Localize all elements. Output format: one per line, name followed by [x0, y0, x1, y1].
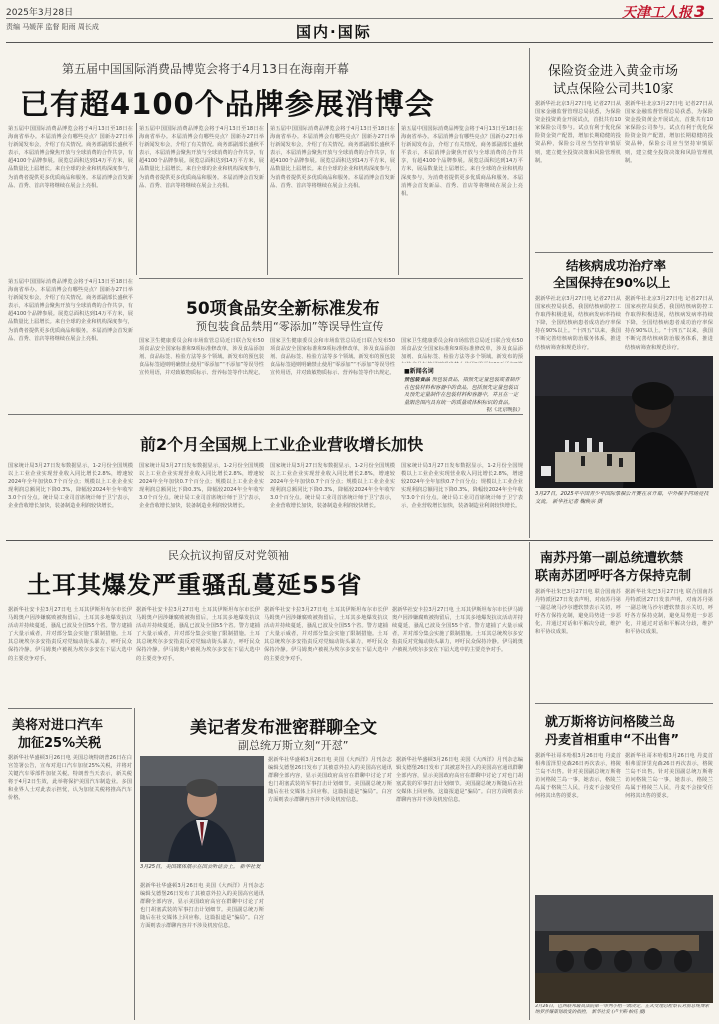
denmark-headline-1: 就万斯将访问格陵兰岛: [545, 715, 676, 730]
page-number: 3: [694, 2, 706, 21]
brazil-caption-text: 3月26日，巴西联邦最高法院第一审判小组一致决定，正式受理总检察长对前总统博索纳罗涉嫌策划政变的指控。: [535, 1004, 710, 1015]
expo-body-col3: 第五届中国国际消费品博览会将于4月13日至18日在海南省举办。本届消博会有哪些亮点？国新办27日举行新闻发布会，介绍了有关情况。商务部副部长盛秋平表示，本届消博会聚焦开放与全球消费的合作共享，有超4100个品牌参展。展览总面积达到14万平方米，展品数量比上届增长。来自全球的企业和机构深度参与，为消费者提供更多优质商品和服务。本届消博会首发新品、首秀、首店等将继续在展会上亮相。: [270, 126, 395, 189]
industry-body-col3: 国家统计局3月27日发布数据显示，1-2月份全国规模以上工业企业实现营业收入同比增长2.8%，增速较2024年全年加快0.7个百分点；规模以上工业企业实现利润总额同比下降0.3%，降幅较2024年全年收窄3.0个百分点。统计局工业司首席统计师于卫宁表示，企业营收增长加快，装备制造业利润较快增长。: [270, 463, 395, 510]
expo-kicker: 第五届中国国际消费品博览会将于4月13日在海南开幕: [62, 62, 349, 76]
ssd-headline-2: 联南苏团呼吁各方保持克制: [535, 569, 692, 584]
turkey-body-col4: 据新华社安卡拉3月27日电 土耳其伊斯坦布尔市长伊马姆奥卢因涉嫌腐败被拘留后，土耳其多地爆发抗议活动并持续蔓延，骚乱已波及全国55个省。警方逮捕了大量示威者，并对部分集会实施了限制措施。土耳其总统埃尔多安指责反对党煽动街头暴力，呼吁民众保持冷静。伊马姆奥卢被视为埃尔多安在下届大选中的主要竞争对手。: [392, 607, 523, 654]
ssd-body-col2: 据新华社朱巴3月27日电 联合国南苏丹特派团27日发表声明，对南苏丹第一副总统马沙尔遭软禁表示关切，呼吁各方保持克制，避免局势进一步恶化，并通过对话和平解决分歧，维护和平协议成果。: [625, 589, 713, 636]
news-term-tag: ■新闻名词: [404, 368, 434, 375]
gold-body-col1: 据新华社北京3月27日电 记者27日从国家金融监督管理总局获悉，为保险资金投资黄金开展试点，首批共有10家保险公司参与。试点有利于优化保险资金资产配置，增加长期稳健的投资品种，保险公司应当坚持审慎原则，建立健全投资决策和风险管理机制。: [535, 101, 621, 164]
food-headline: 50项食品安全新标准发布: [186, 299, 380, 319]
turkey-headline: 土耳其爆发严重骚乱蔓延55省: [27, 571, 363, 599]
chess-caption: [535, 491, 713, 517]
brazil-credit: 新华社发 (卢卡斯·帕托 摄): [591, 1010, 646, 1015]
brazil-photo-image: [535, 895, 713, 1003]
expo-headline: 已有超4100个品牌参展消博会: [20, 87, 435, 121]
industry-body-col4: 国家统计局3月27日发布数据显示，1-2月份全国规模以上工业企业实现营业收入同比增长2.8%，增速较2024年全年加快0.7个百分点；规模以上工业企业实现利润总额同比下降0.3%，降幅较2024年全年收窄3.0个百分点。统计局工业司首席统计师于卫宁表示，企业营收增长加快，装备制造业利润较快增长。: [401, 463, 523, 510]
brazil-caption: [535, 1004, 713, 1022]
auto-headline-1: 美将对进口汽车: [12, 718, 104, 733]
turkey-body-col3: 据新华社安卡拉3月27日电 土耳其伊斯坦布尔市长伊马姆奥卢因涉嫌腐败被拘留后，土耳其多地爆发抗议活动并持续蔓延，骚乱已波及全国55个省。警方逮捕了大量示威者，并对部分集会实施了限制措施。土耳其总统埃尔多安指责反对党煽动街头暴力，呼吁民众保持冷静。伊马姆奥卢被视为埃尔多安在下届大选中的主要竞争对手。: [264, 607, 388, 662]
tb-body-col2: 据新华社北京3月27日电 记者27日从国家疾控局获悉，我国结核病防控工作取得积极进展，结核病发病率持续下降，全国结核病患者成功治疗率保持在90%以上。“十四五”以来，我国不断完善结核病防治服务体系，推进结核病筛查和规范诊疗。: [625, 296, 713, 351]
expo-body-col1: 第五届中国国际消费品博览会将于4月13日至18日在海南省举办。本届消博会有哪些亮点？国新办27日举行新闻发布会，介绍了有关情况。商务部副部长盛秋平表示，本届消博会聚焦开放与全球消费的合作共享，有超4100个品牌参展。展览总面积达到14万平方米，展品数量比上届增长。来自全球的企业和机构深度参与，为消费者提供更多优质商品和服务。本届消博会首发新品、首秀、首店等将继续在展会上亮相。: [8, 126, 133, 189]
header-date: 2025年3月28日: [6, 8, 74, 18]
brazil-photo: [535, 895, 713, 1003]
chess-photo: [535, 356, 713, 488]
header-brand: [622, 2, 705, 22]
leak-photo: [140, 756, 264, 862]
tb-headline-1: 结核病成功治疗率: [566, 258, 667, 273]
section-title: 国内·国际: [296, 23, 372, 41]
food-body-col2: 国家卫生健康委员会和市场监管总局近日联合发布50项食品安全国家标准和9项标准修改单，涉及食品添加剂、食品标签、检验方法等多个领域。新发布的预包装食品标签通则明确禁止使用“零添加”“不添加”等误导性宣传用语，并对致敏物质标示、营养标签等作出规定。: [270, 338, 395, 377]
chess-caption-text: 3月27日，2025年中国青少年国际象棋公开赛在京开幕，中外棋手同场竞技交流。: [535, 491, 709, 505]
tb-body-col1: 据新华社北京3月27日电 记者27日从国家疾控局获悉，我国结核病防控工作取得积极进展，结核病发病率持续下降，全国结核病患者成功治疗率保持在90%以上。“十四五”以来，我国不断完善结核病防治服务体系，推进结核病筛查和规范诊疗。: [535, 296, 621, 351]
denmark-headline-2: 丹麦首相重申“不出售”: [545, 733, 680, 748]
denmark-body-col1: 据新华社哥本哈根3月26日电 丹麦首相弗雷泽里克森26日再次表示，格陵兰岛不出售。针对美国副总统万斯将访问格陵兰岛一事，她表示，格陵兰岛属于格陵兰人民，丹麦不会接受任何将其出售的要求。: [535, 753, 621, 800]
news-term-box: [404, 366, 523, 414]
gold-headline-1: 保险资金进入黄金市场: [548, 64, 679, 79]
leak-body-col2: 据新华社华盛顿3月26日电 美国《大西洋》月刊杂志编辑戈德堡26日发布了其被意外拉入的美国高官通讯群聊全部内容，显示美国政府高官在群聊中讨论了对也门胡塞武装的军事打击计划细节。美国副总统万斯随后在社交媒体上回应称，这篇报道是“骗局”。白宫方面则表示群聊内容并不涉及机密信息。: [268, 757, 392, 804]
industry-body-col2: 国家统计局3月27日发布数据显示，1-2月份全国规模以上工业企业实现营业收入同比增长2.8%，增速较2024年全年加快0.7个百分点；规模以上工业企业实现利润总额同比下降0.3%，降幅较2024年全年收窄3.0个百分点。统计局工业司首席统计师于卫宁表示，企业营收增长加快，装备制造业利润较快增长。: [139, 463, 264, 510]
news-term-body: 预包装食品，指预先定量包装或者制作在包装材料和容器中的食品，包括预先定量包装以及预先定量制作在包装材料和容器中，并且在一定量限范围内具有统一的质量或体积标识的食品。: [404, 377, 520, 406]
news-term-text: [404, 377, 523, 407]
leak-caption-text: 3月25日，美国媒体展示在国会听证会上。: [140, 864, 239, 870]
turkey-body-col2: 据新华社安卡拉3月27日电 土耳其伊斯坦布尔市长伊马姆奥卢因涉嫌腐败被拘留后，土耳其多地爆发抗议活动并持续蔓延，骚乱已波及全国55个省。警方逮捕了大量示威者，并对部分集会实施了限制措施。土耳其总统埃尔多安指责反对党煽动街头暴力，呼吁民众保持冷静。伊马姆奥卢被视为埃尔多安在下届大选中的主要竞争对手。: [136, 607, 260, 662]
leak-body-col3: 据新华社华盛顿3月26日电 美国《大西洋》月刊杂志编辑戈德堡26日发布了其被意外拉入的美国高官通讯群聊全部内容，显示美国政府高官在群聊中讨论了对也门胡塞武装的军事打击计划细节。美国副总统万斯随后在社交媒体上回应称，这篇报道是“骗局”。白宫方面则表示群聊内容并不涉及机密信息。: [396, 757, 523, 804]
gold-body-col2: 据新华社北京3月27日电 记者27日从国家金融监督管理总局获悉，为保险资金投资黄金开展试点，首批共有10家保险公司参与。试点有利于优化保险资金资产配置，增加长期稳健的投资品种，保险公司应当坚持审慎原则，建立健全投资决策和风险管理机制。: [625, 101, 713, 164]
news-term-credit: 据《北京晚报》: [486, 407, 523, 413]
turkey-kicker: 民众抗议拘留反对党领袖: [168, 549, 289, 562]
denmark-body-col2: 据新华社哥本哈根3月26日电 丹麦首相弗雷泽里克森26日再次表示，格陵兰岛不出售。针对美国副总统万斯将访问格陵兰岛一事，她表示，格陵兰岛属于格陵兰人民，丹麦不会接受任何将其出售的要求。: [625, 753, 713, 800]
chess-photo-image: [535, 356, 713, 488]
brand-name: 天津工人报: [622, 5, 692, 21]
auto-headline-2: 加征25%关税: [18, 736, 102, 751]
leak-headline: 美记者发布泄密群聊全文: [190, 718, 377, 738]
industry-headline: 前2个月全国规上工业企业营收增长加快: [140, 435, 424, 454]
leak-subheadline: 副总统万斯立刻“开怼”: [238, 739, 349, 752]
ssd-body-col1: 据新华社朱巴3月27日电 联合国南苏丹特派团27日发表声明，对南苏丹第一副总统马沙尔遭软禁表示关切，呼吁各方保持克制，避免局势进一步恶化，并通过对话和平解决分歧，维护和平协议成果。: [535, 589, 621, 636]
chess-credit: 新华社记者 鞠焕宗 摄: [552, 498, 603, 505]
tb-headline-2: 全国保持在90%以上: [553, 275, 671, 290]
gold-headline-2: 试点保险公司共10家: [553, 82, 674, 97]
food-body-col3: 国家卫生健康委员会和市场监管总局近日联合发布50项食品安全国家标准和9项标准修改单，涉及食品添加剂、食品标签、检验方法等多个领域。新发布的预: [401, 338, 523, 361]
auto-body: 据新华社华盛顿3月26日电 美国总统特朗普26日在白宫签署公告，宣布对进口汽车加征25%关税，并将对关键汽车零部件加征关税。特朗普当天表示，新关税将于4月2日生效，此举将保护美国汽车制造业。多国和业界人士对此表示担忧，认为加征关税将推高汽车价格。: [8, 755, 132, 802]
expo-body-col2: 第五届中国国际消费品博览会将于4月13日至18日在海南省举办。本届消博会有哪些亮点？国新办27日举行新闻发布会，介绍了有关情况。商务部副部长盛秋平表示，本届消博会聚焦开放与全球消费的合作共享，有超4100个品牌参展。展览总面积达到14万平方米，展品数量比上届增长。来自全球的企业和机构深度参与，为消费者提供更多优质商品和服务。本届消博会首发新品、首秀、首店等将继续在展会上亮相。: [139, 126, 264, 189]
leak-photo-caption: [140, 864, 264, 880]
leak-photo-image: [140, 756, 264, 862]
expo-body-col4: 第五届中国国际消费品博览会将于4月13日至18日在海南省举办。本届消博会有哪些亮点？国新办27日举行新闻发布会，介绍了有关情况。商务部副部长盛秋平表示，本届消博会聚焦开放与全球消费的合作共享，有超4100个品牌参展。展览总面积达到14万平方米，展品数量比上届增长。来自全球的企业和机构深度参与，为消费者提供更多优质商品和服务。本届消博会首发新品、首秀、首店等将继续在展会上亮相。: [401, 126, 523, 197]
ssd-headline-1: 南苏丹第一副总统遭软禁: [540, 551, 684, 566]
leak-caption-credit: 新华社发: [239, 864, 261, 870]
news-term-title: 预包装食品: [404, 377, 430, 383]
food-body-col1: 国家卫生健康委员会和市场监管总局近日联合发布50项食品安全国家标准和9项标准修改单，涉及食品添加剂、食品标签、检验方法等多个领域。新发布的预包装食品标签通则明确禁止使用“零添加”“不添加”等误导性宣传用语，并对致敏物质标示、营养标签等作出规定。: [139, 338, 264, 377]
food-subheadline: 预包装食品禁用“零添加”等误导性宣传: [196, 320, 384, 333]
leak-body-col1: 据新华社华盛顿3月26日电 美国《大西洋》月刊杂志编辑戈德堡26日发布了其被意外拉入的美国高官通讯群聊全部内容，显示美国政府高官在群聊中讨论了对也门胡塞武装的军事打击计划细节。美国副总统万斯随后在社交媒体上回应称，这篇报道是“骗局”。白宫方面则表示群聊内容并不涉及机密信息。: [140, 883, 264, 930]
header-editors: 责编 马媛萍 监督 阳雨 周长成: [6, 23, 99, 31]
turkey-body-col1: 据新华社安卡拉3月27日电 土耳其伊斯坦布尔市长伊马姆奥卢因涉嫌腐败被拘留后，土耳其多地爆发抗议活动并持续蔓延，骚乱已波及全国55个省。警方逮捕了大量示威者，并对部分集会实施了限制措施。土耳其总统埃尔多安指责反对党煽动街头暴力，呼吁民众保持冷静。伊马姆奥卢被视为埃尔多安在下届大选中的主要竞争对手。: [8, 607, 132, 662]
expo-body-left-cont: 第五届中国国际消费品博览会将于4月13日至18日在海南省举办。本届消博会有哪些亮点？国新办27日举行新闻发布会，介绍了有关情况。商务部副部长盛秋平表示，本届消博会聚焦开放与全球消费的合作共享，有超4100个品牌参展。展览总面积达到14万平方米，展品数量比上届增长。来自全球的企业和机构深度参与，为消费者提供更多优质商品和服务。本届消博会首发新品、首秀、首店等将继续在展会上亮相。: [8, 279, 133, 342]
industry-body-left: 国家统计局3月27日发布数据显示，1-2月份全国规模以上工业企业实现营业收入同比增长2.8%，增速较2024年全年加快0.7个百分点；规模以上工业企业实现利润总额同比下降0.3%，降幅较2024年全年收窄3.0个百分点。统计局工业司首席统计师于卫宁表示，企业营收增长加快，装备制造业利润较快增长。: [8, 463, 133, 510]
